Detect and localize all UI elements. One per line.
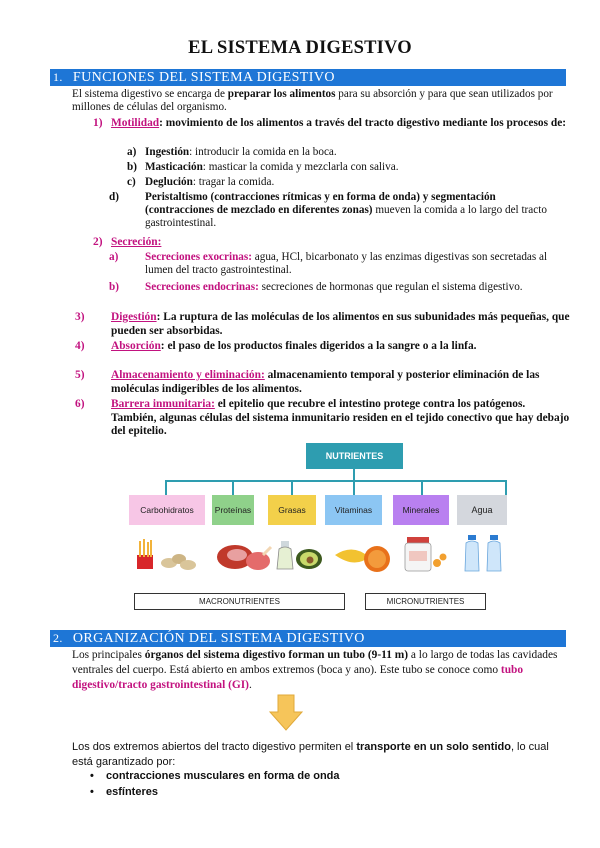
- connector-line: [291, 480, 293, 495]
- motilidad-sub-c: [127, 176, 577, 189]
- intro-text-b: preparar los alimentos: [227, 88, 336, 100]
- function-item-almacenamiento: [75, 369, 573, 396]
- function-item-barrera: [75, 398, 573, 439]
- item-term: Absorción: [111, 340, 161, 352]
- p2-a: Los dos extremos abiertos del tracto digestivo permiten el: [72, 741, 357, 753]
- function-item-absorcion: [75, 340, 573, 354]
- function-item-secrecion: [93, 236, 573, 250]
- sub-letter: a): [127, 146, 137, 158]
- connector-line: [165, 480, 167, 495]
- sub-letter: b): [127, 161, 137, 173]
- nutrients-top-box: NUTRIENTES: [306, 443, 403, 469]
- section-1-header: [50, 69, 566, 86]
- item-term: Barrera inmunitaria:: [111, 398, 215, 410]
- fats-food-icon: [273, 533, 328, 573]
- item-term: Digestión: [111, 311, 157, 323]
- connector-line: [505, 480, 507, 495]
- macronutrients-box: MACRONUTRIENTES: [134, 593, 345, 610]
- list-item: • contracciones musculares en forma de onda: [90, 768, 340, 784]
- section-2-heading: ORGANIZACIÓN DEL SISTEMA DIGESTIVO: [72, 631, 365, 646]
- category-grasas: Grasas: [268, 495, 316, 525]
- minerals-food-icon: [399, 533, 449, 573]
- sub-term: Deglución: [145, 176, 193, 188]
- intro-text-c: para su absorción y para que sean utilizados por millones de células del organismo.: [72, 88, 553, 113]
- intro-text-a: El sistema digestivo se encarga de: [72, 88, 228, 100]
- item-number: 2): [93, 236, 103, 248]
- connector-line: [353, 480, 355, 495]
- secrecion-sub-b: [109, 281, 575, 294]
- p1-b: órganos del sistema digestivo forman un tubo (9-11 m): [144, 649, 409, 661]
- function-item-digestion: [75, 311, 573, 338]
- function-item-motilidad: [93, 117, 573, 131]
- section-2-number: 2.: [53, 631, 63, 645]
- item-term: Almacenamiento y eliminación:: [111, 369, 265, 381]
- category-proteinas: Proteínas: [212, 495, 254, 525]
- p2-b: transporte en un solo sentido: [356, 741, 511, 753]
- sub-term: Masticación: [145, 161, 203, 173]
- carbohydrates-food-icon: [131, 533, 201, 573]
- category-vitaminas: Vitaminas: [325, 495, 382, 525]
- item-sep: :: [160, 340, 165, 352]
- connector-line: [232, 480, 234, 495]
- item-text: La ruptura de las moléculas de los alimentos en sus subunidades más pequeñas, que pueden ser absorbidas.: [111, 311, 570, 337]
- item-term: Secreción:: [111, 236, 162, 248]
- sub-text: : introducir la comida en la boca.: [189, 146, 337, 158]
- category-agua: Agua: [457, 495, 507, 525]
- transport-bullet-list: [90, 768, 340, 800]
- item-number: 5): [75, 369, 85, 381]
- item-sep: :: [159, 117, 163, 129]
- page-title: EL SISTEMA DIGESTIVO: [188, 38, 412, 58]
- category-minerales: Minerales: [393, 495, 449, 525]
- section-1-number: 1.: [53, 70, 63, 84]
- section-1-heading: FUNCIONES DEL SISTEMA DIGESTIVO: [72, 70, 335, 85]
- p1-e: .: [248, 679, 252, 691]
- section-2-paragraph-1: [72, 648, 572, 693]
- secrecion-sub-a: [109, 251, 575, 277]
- item-text: movimiento de los alimentos a través del tracto digestivo mediante los procesos de:: [162, 117, 567, 129]
- item-text: el paso de los productos finales digeridos a la sangre o a la linfa.: [164, 340, 477, 352]
- connector-line: [421, 480, 423, 495]
- sub-term: Peristaltismo (contracciones rítmicas y en forma de onda) y segmentación (contracciones de mezclado en diferentes zonas): [145, 191, 496, 216]
- sub-letter: d): [109, 191, 119, 203]
- water-food-icon: [461, 533, 507, 573]
- item-term: Motilidad: [111, 117, 160, 129]
- sub-letter: b): [109, 281, 119, 293]
- section-2-paragraph-2: [72, 740, 572, 770]
- sub-letter: c): [127, 176, 136, 188]
- proteins-food-icon: [213, 533, 273, 573]
- sub-text: mueven la comida a lo largo del tracto gastrointestinal.: [145, 204, 547, 229]
- item-sep: :: [156, 311, 161, 323]
- section-2-header: [50, 630, 566, 647]
- item-number: 1): [93, 117, 103, 129]
- sub-term: Secreciones exocrinas:: [145, 251, 252, 263]
- item-number: 6): [75, 398, 85, 410]
- section-1-intro: [72, 88, 572, 114]
- micronutrients-box: MICRONUTRIENTES: [365, 593, 486, 610]
- sub-text: secreciones de hormonas que regulan el sistema digestivo.: [258, 281, 523, 293]
- nutrients-diagram: [125, 440, 495, 615]
- sub-term: Ingestión: [145, 146, 190, 158]
- p1-d: tubo digestivo/tracto gastrointestinal (GI): [72, 664, 524, 691]
- item-number: 3): [75, 311, 85, 323]
- vitamins-food-icon: [333, 533, 395, 573]
- p2-c: , lo cual está garantizado por:: [72, 741, 549, 768]
- sub-text: : tragar la comida.: [192, 176, 275, 188]
- motilidad-sub-d: [109, 191, 565, 230]
- sub-text: agua, HCl, bicarbonato y las enzimas digestivas son secretadas al lumen del tracto gastrointestinal.: [145, 251, 548, 276]
- p1-c: a lo largo de todas las cavidades ventrales del cuerpo. Está abierto en ambos extremos (boca y ano). Este tubo se conoce como: [72, 649, 558, 676]
- p1-a: Los principales: [72, 649, 145, 661]
- sub-term: Secreciones endocrinas:: [145, 281, 259, 293]
- item-text: el epitelio que recubre el intestino protege contra los patógenos. También, algunas células del sistema inmunitario residen en el tejido conectivo que hay debajo del epitelio.: [111, 398, 570, 438]
- list-item: • esfínteres: [90, 784, 340, 800]
- item-text: almacenamiento temporal y posterior eliminación de las moléculas indigeribles de los alimentos.: [111, 369, 540, 395]
- down-arrow-icon: [268, 694, 304, 732]
- sub-letter: a): [109, 251, 119, 263]
- motilidad-sub-b: [127, 161, 577, 174]
- category-carbohidratos: Carbohidratos: [129, 495, 205, 525]
- item-number: 4): [75, 340, 85, 352]
- connector-line: [165, 480, 507, 482]
- motilidad-sub-a: [127, 146, 577, 159]
- sub-text: : masticar la comida y mezclarla con saliva.: [202, 161, 399, 173]
